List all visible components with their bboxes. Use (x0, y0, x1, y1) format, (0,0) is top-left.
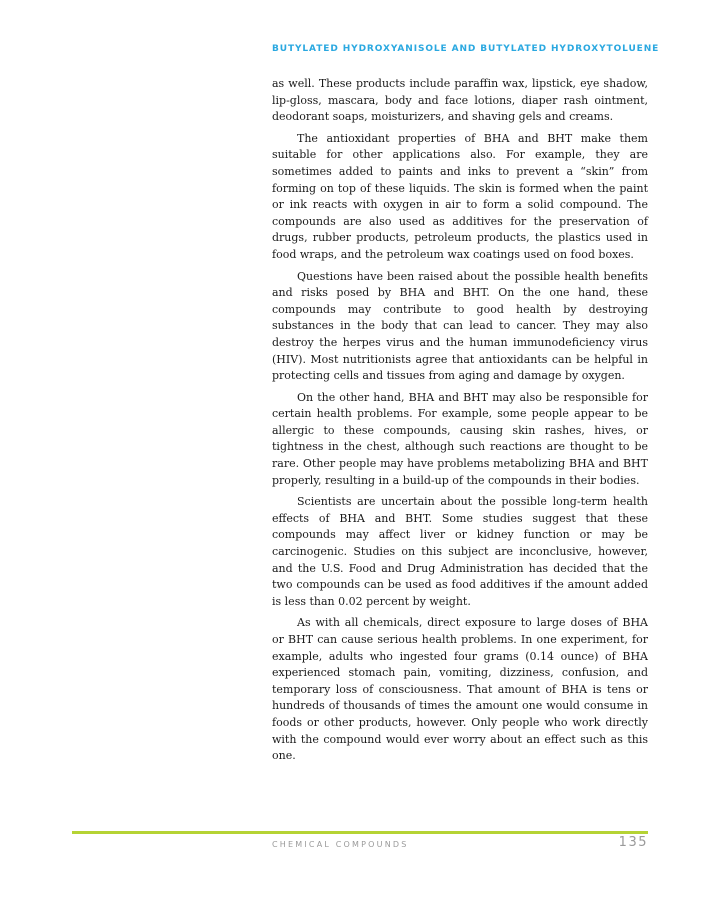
paragraph: The antioxidant properties of BHA and BHT make them suitable for other applications also. For example, they are sometimes added to paints and inks to prevent a “skin” from forming on top of these liquids. The skin is formed when the paint or ink reacts with oxygen in air to form a solid compound. The compounds are also used as additives for the preservation of drugs, rubber products, petroleum products, the plastics used in food wraps, and the petroleum wax coatings used on food boxes. (272, 131, 648, 261)
running-header: BUTYLATED HYDROXYANISOLE AND BUTYLATED HYDROXYTOLUENE (272, 44, 660, 54)
paragraph: As with all chemicals, direct exposure to large doses of BHA or BHT can cause serious health problems. In one experiment, for example, adults who ingested four grams (0.14 ounce) of BHA experienced stomach pain, vomiting, dizziness, confusion, and temporary loss of consciousness. That amount of BHA is tens or hundreds of thousands of times the amount one would consume in foods or other products, however. Only people who work directly with the compound would ever worry about an effect such as this one. (272, 616, 648, 763)
paragraph-continued: as well. These products include paraffin wax, lipstick, eye shadow, lip-gloss, mascara, body and face lotions, diaper rash ointment, deodorant soaps, moisturizers, and shaving gels and creams. (272, 77, 648, 124)
footer-rule (72, 831, 648, 834)
paragraph: Questions have been raised about the possible health benefits and risks posed by BHA and BHT. On the one hand, these compounds may contribute to good health by destroying substances in the body that can lead to cancer. They may also destroy the herpes virus and the human immunodeficiency virus (HIV). Most nutritionists agree that antioxidants can be helpful in protecting cells and tissues from aging and damage by oxygen. (272, 269, 648, 383)
paragraph: On the other hand, BHA and BHT may also be responsible for certain health problems. For example, some people appear to be allergic to these compounds, causing skin rashes, hives, or tightness in the chest, although such reactions are thought to be rare. Other people may have problems metabolizing BHA and BHT properly, resulting in a build-up of the compounds in their bodies. (272, 390, 648, 487)
paragraph: Scientists are uncertain about the possible long-term health effects of BHA and BHT. Some studies suggest that these compounds may affect liver or kidney function or may be carcinogenic. Studies on this subject are inconclusive, however, and the U.S. Food and Drug Administration has decided that the two compounds can be used as food additives if the amount added is less than 0.02 percent by weight. (272, 495, 648, 608)
page-number: 135 (618, 835, 648, 850)
footer-book-title: CHEMICAL COMPOUNDS (272, 840, 409, 849)
body-text (272, 76, 648, 770)
